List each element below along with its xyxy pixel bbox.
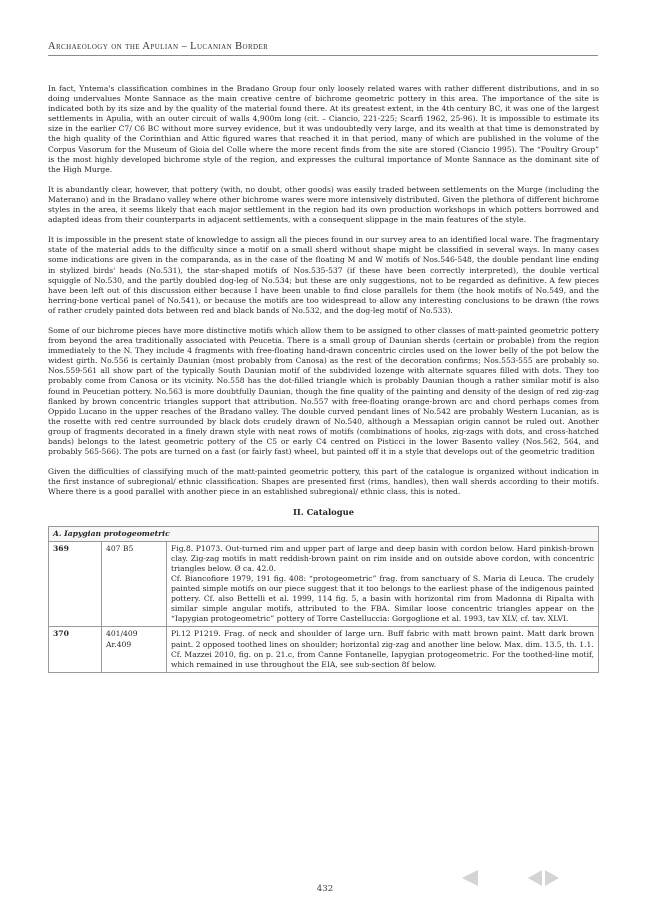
entry-inventory: 407 B5 bbox=[102, 541, 167, 627]
catalogue-heading: II. Catalogue bbox=[292, 507, 355, 518]
running-header: Archaeology on the Apulian – Lucanian Border bbox=[48, 41, 269, 52]
table-row bbox=[49, 627, 599, 672]
entry-comparanda: Cf. Mazzei 2010, fig. on p. 21.c, from Canne Fontanelle, Iapygian protogeometric. For the toothed-line motif, which remained in use throughout the EIA, see sub-section 8f below. bbox=[171, 649, 594, 669]
entry-description: Pl.12 P1219. Frag. of neck and shoulder of large urn. Buff fabric with matt brown paint. Matt dark brown paint. 2 opposed toothed lines on shoulder; horizontal zig-zag and another line below. Max. dim. 13.5, th. 1.1. bbox=[171, 629, 594, 649]
catalogue-table bbox=[48, 526, 599, 673]
previous-page-arrow-icon[interactable] bbox=[462, 870, 478, 886]
entry-number: 370 bbox=[49, 627, 102, 672]
header-rule bbox=[48, 55, 598, 56]
entry-number: 369 bbox=[49, 541, 102, 627]
entry-description-cell bbox=[167, 541, 599, 627]
catalogue-section-title: A. Iapygian protogeometric bbox=[49, 526, 599, 541]
paragraph: In fact, Yntema's classification combines in the Bradano Group four only loosely related wares with rather different distributions, and in so doing undervalues Monte Sannace as the main creative centre of bichrome geometric pottery in this area. The importance of the site is indicated both by its size and by the quality of the material found there. At its greatest extent, in the 4th century BC, it was one of the largest settlements in Apulia, with an outer circuit of walls 4,900m long (cit. – Ciancio, 221-225; Scarfì 1962, 25-96). It is impossible to estimate its size in the earlier C7/ C6 BC without more survey evidence, but it was undoubtedly very large, and its wealth at that time is demonstrated by the high quality of the Corinthian and Attic figured wares that reached it in that period, many of which are published in the volume of the Corpus Vasorum for the Museum of Gioia del Colle where the more recent finds from the site are stored (Ciancio 1995). The “Poultry Group” is the most highly developed bichrome style of the region, and expresses the cultural importance of Monte Sannace as the dominant site of the High Murge. bbox=[48, 84, 599, 174]
paragraph: Some of our bichrome pieces have more distinctive motifs which allow them to be assigned to other classes of matt-painted geometric pottery from beyond the area traditionally associated with Peucetia. There is a small group of Daunian sherds (certain or probable) from the region immediately to the N. They include 4 fragments with free-floating hand-drawn concentric circles used on the lower belly of the pot below the widest girth. No.556 is certainly Daunian (most probably from Canosa) as the rest of the decoration confirms; Nos.553-555 are probably so. Nos.559-561 all show part of the typically South Daunian motif of the subdivided lozenge with alternate squares filled with dots. They too probably come from Canosa or its vicinity. No.558 has the dot-filled triangle which is probably Daunian though a rather similar motif is also found in Peucetian pottery. No.563 is more doubtfully Daunian, though the fine quality of the painting and density of the design of red zig-zag flanked by brown concentric triangles support that attribution. No.557 with free-floating orange-brown arc and chord perhaps comes from Oppido Lucano in the upper reaches of the Bradano valley. The double curved pendant lines of No.542 are probably Western Lucanian, as is the rosette with red centre surrounded by black dots crudely drawn of No.540, although a Messapian origin cannot be ruled out. Another group of fragments decorated in a finely drawn style with neat rows of motifs (combinations of hooks, zig-zags with dots, and cross-hatched bands) belongs to the latest geometric pottery of the C5 or early C4 centred on Pisticci in the lower Basento valley (Nos.562, 564, and probably 565-566). The pots are turned on a fast (or fairly fast) wheel, but painted off it in a style that develops out of the geometric tradition bbox=[48, 325, 599, 457]
main-text bbox=[48, 84, 599, 673]
next-page-arrow-icon[interactable] bbox=[545, 870, 559, 886]
paragraph: Given the difficulties of classifying much of the matt-painted geometric pottery, this part of the catalogue is organized without indication in the first instance of subregional/ ethnic classification. Shapes are presented first (rims, handles), then wall sherds according to their motifs. Where there is a good parallel with another piece in an established subregional/ ethnic class, this is noted. bbox=[48, 467, 599, 497]
paragraph: It is impossible in the present state of knowledge to assign all the pieces found in our survey area to an identified local ware. The fragmentary state of the material adds to the difficulty since a motif on a small sherd without shape might be classified in several ways. In many cases some indications are given in the comparanda, as in the case of the floating M and W motifs of Nos.546-548, the double pendant line ending in stylized birds' heads (No.531), the star-shaped motifs of Nos.535-537 (if these have been correctly interpreted), the double vertical squiggle of No.530, and the partly doubled dog-leg of No.534; but these are only suggestions, not to be regarded as definitive. A few pieces have been left out of this discussion either because I have been unable to find close parallels for them (the hook motifs of No.549, and the herring-bone vertical panel of No.541), or because the motifs are too widespread to allow any interesting conclusions to be drawn (the rows of rather crudely painted dots between red and black bands of No.532, and the dog-leg motif of No.533). bbox=[48, 235, 599, 315]
paragraph: It is abundantly clear, however, that pottery (with, no doubt, other goods) was easily traded between settlements on the Murge (including the Materano) and in the Bradano valley where other bichrome wares were more intensively distributed. Given the plethora of different bichrome styles in the area, it seems likely that each major settlement in the region had its own production workshops in which potters borrowed and adapted ideas from their counterparts in adjacent settlements, with a consequent slippage in the main features of the style. bbox=[48, 184, 599, 225]
previous-page-arrow-icon[interactable] bbox=[528, 870, 542, 886]
catalogue-section-row bbox=[49, 526, 599, 541]
entry-description: Fig.8. P1073. Out-turned rim and upper part of large and deep basin with cordon below. Hard pinkish-brown clay. Zig-zag motifs in matt reddish-brown paint on rim inside and on outside above cordon, with concentric triangles below. Ø ca. 42.0. bbox=[171, 543, 594, 573]
entry-comparanda: Cf. Biancofiore 1979, 191 fig. 408: “protogeometric” frag. from sanctuary of S. Maria di Leuca. The crudely painted simple motifs on our piece suggest that it too belongs to the earliest phase of the indigenous painted pottery. Cf. also Bettelli et al. 1999, 114 fig. 5, a basin with horizontal rim from Madonna di Ripalta with similar simple angular motifs, attributed to the FBA. Similar loose concentric triangles appear on the “Iapygian protogeometric” pottery of Torre Castelluccia: Gorgoglione et al. 1993, tav XLV, cf. tav. XLVI. bbox=[171, 573, 594, 624]
entry-inventory: 401/409 Ar.409 bbox=[102, 627, 167, 672]
entry-description-cell bbox=[167, 627, 599, 672]
page-number: 432 bbox=[316, 884, 334, 894]
table-row bbox=[49, 541, 599, 627]
